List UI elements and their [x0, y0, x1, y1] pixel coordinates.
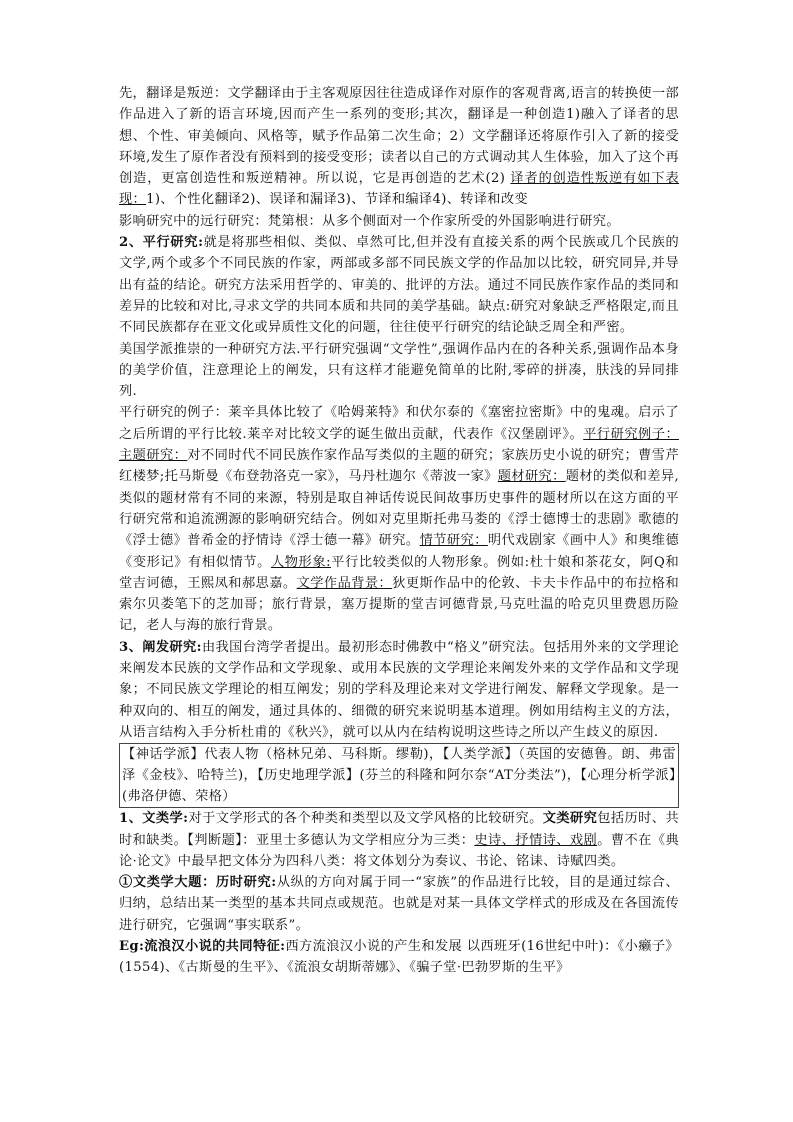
paragraph-genology: 1、文类学:对于文学形式的各个种类和类型以及文学风格的比较研究。文类研究包括历时、共时和缺类。【判断题】：亚里士多德认为文学相应分为三类：史诗、抒情诗、戏剧。曹不在《典论·论文》中最早把文体分为四科八类：将文体划分为奏议、书论、铭诔、诗赋四类。: [119, 811, 680, 869]
paragraph-diachronic-study: ①文类学大题：历时研究:从纵的方向对属于同一“家族”的作品进行比较，目的是通过综合、归纳，总结出某一类型的基本共同点或规范。也就是对某一具体文学样式的形成及在各国流传进行研究，它强调“事实联系”。: [119, 875, 679, 933]
heading-elucidation-study: 3、阐发研究:: [119, 639, 202, 655]
boxed-schools: 【神话学派】代表人物（格林兄弟、马科斯。缪勒)，【人类学派】（英国的安德鲁。朗、弗雷泽《金枝》、哈特兰)，【历史地理学派】(芬兰的科隆和阿尔奈“AT分类法”)，【心理分析学派】(弗洛伊德、荣格）: [119, 743, 679, 808]
heading-picaresque: Eg:流浪汉小说的共同特征:: [119, 938, 286, 954]
paragraph-translation: 先，翻译是叛逆：文学翻译由于主客观原因往往造成译作对原作的客观背离,语言的转换使一部作品进入了新的语言环境,因而产生一系列的变形;其次，翻译是一种创造1)融入了译者的思想、个性、审美倾向、风格等，赋予作品第二次生命；2）文学翻译还将原作引入了新的接受环境,发生了原作者没有预料到的接受变形；读者以自己的方式调动其人生体验，加入了这个再创造，更富创造性和叛逆精神。所以说，它是再创造的艺术(2) 译者的创造性叛逆有如下表现：1)、个性化翻译2)、误译和漏译3)、节译和编译4)、转译和改变: [119, 86, 680, 208]
heading-genology: 1、文类学:: [119, 811, 189, 827]
paragraph-american-school: 美国学派推崇的一种研究方法.平行研究强调“文学性”,强调作品内在的各种关系,强调作品本身的美学价值，注意理论上的阐发，只有这样才能避免简单的比附,零碎的拼凑，肤浅的异同排列.: [119, 341, 679, 400]
document-page: [119, 83, 679, 979]
paragraph-influence-study: 影响研究中的远行研究：梵第根：从多个侧面对一个作家所受的外国影响进行研究。: [119, 213, 620, 229]
paragraph-parallel-examples: 平行研究的例子：莱辛具体比较了《哈姆莱特》和伏尔泰的《塞密拉密斯》中的鬼魂。启示了之后所谓的平行比较.莱辛对比较文学的诞生做出贡献，代表作《汉堡剧评》。平行研究例子：主题研究：对不同时代不同民族作家作品写类似的主题的研究；家族历史小说的研究；曹雪芹红楼梦;托马斯曼《布登勃洛克一家》，马丹杜迦尔《蒂波一家》题材研究：题材的类似和差异,类似的题材常有不同的来源，特别是取自神话传说民间故事历史事件的题材所以在这方面的平行研究常和追流溯源的影响研究结合。例如对克里斯托弗马娄的《浮士德博士的悲剧》歌德的《浮士德》普希金的抒情诗《浮士德一幕》研究。情节研究：明代戏剧家《画中人》和奥维德《变形记》有相似情节。人物形象:平行比较类似的人物形象。例如:杜十娘和茶花女，阿Q和堂吉诃德，王熙凤和郝思嘉。文学作品背景：狄更斯作品中的伦敦、卡夫卡作品中的布拉格和索尔贝娄笔下的芝加哥；旅行背景，塞万提斯的堂吉诃德背景,马克吐温的哈克贝里费恩历险记，老人与海的旅行背景。: [119, 405, 680, 634]
paragraph-parallel-study: 2、平行研究:就是将那些相似、类似、卓然可比,但并没有直接关系的两个民族或几个民族的文学,两个或多个不同民族的作家，两部或多部不同民族文学的作品加以比较，研究同异,并导出有益的结论。研究方法采用哲学的、审美的、批评的方法。通过不同民族作家作品的类同和差异的比较和对比,寻求文学的共同本质和共同的美学基础。缺点:研究对象缺乏严格限定,而且不同民族都存在亚文化或异质性文化的问题，往往使平行研究的结论缺乏周全和严密。: [119, 235, 679, 336]
heading-diachronic-study: ①文类学大题：历时研究:: [119, 875, 277, 891]
paragraph-picaresque-example: Eg:流浪汉小说的共同特征:西方流浪汉小说的产生和发展 以西班牙(16世纪中叶)：《小癞子》(1554)、《古斯曼的生平》、《流浪女胡斯蒂娜》、《骗子堂·巴勃罗斯的生平》: [119, 938, 679, 976]
paragraph-elucidation-study: 3、阐发研究:由我国台湾学者提出。最初形态时佛教中“格义”研究法。包括用外来的文学理论来阐发本民族的文学作品和文学现象、或用本民族的文学理论来阐发外来的文学作品和文学现象；不同民族文学理论的相互阐发；别的学科及理论来对文学进行阐发、解释文学现象。是一种双向的、相互的阐发，通过具体的、细微的研究来说明基本道理。例如用结构主义的方法，从语言结构入手分析杜甫的《秋兴》，就可以从内在结构说明这些诗之所以产生歧义的原因.: [119, 639, 679, 740]
heading-parallel-study: 2、平行研究:: [119, 235, 204, 251]
